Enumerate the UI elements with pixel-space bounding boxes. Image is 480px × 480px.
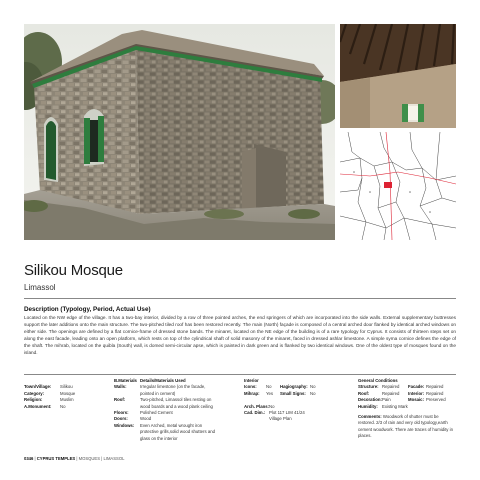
category-value: Mosque: [60, 390, 76, 396]
roof-cond-label: Roof:: [358, 390, 370, 396]
interior-table: [244, 378, 344, 423]
structure-value: Repaired: [382, 384, 400, 390]
category-label: Category:: [24, 390, 45, 396]
divider: [24, 374, 456, 375]
page-footer: [24, 456, 124, 461]
windows-value: Even Arched, metal wrought iron protective grills,solid wood shutters and glass on the interior: [140, 422, 215, 441]
footer-separator: |: [76, 456, 78, 461]
facade-value: Repaired: [426, 384, 444, 390]
cad-dim-value: Plot 117 LIM 41/24 Village Plan: [269, 410, 305, 422]
hagiography-value: No: [310, 384, 316, 390]
interior-cond-value: Repaired: [426, 390, 444, 396]
roof-value: Two-pitched, Limassol tiles resting on wood boards and a wood plank ceiling: [140, 397, 213, 409]
structure-label: Structure:: [358, 384, 379, 390]
page-subtitle: Limassol: [24, 283, 56, 292]
mihrap-label: Mihrap:: [244, 390, 260, 396]
walls-label: Walls:: [114, 384, 127, 390]
humidity-label: Humidity:: [358, 403, 378, 409]
decoration-label: Decoration:: [358, 397, 382, 403]
section-name: MOSQUES: [78, 456, 101, 461]
conditions-table: [358, 378, 456, 440]
description-body: Located on the NW edge of the village. It has a two-bay interior, divided by a row of three pointed arches, the end springers of which are incorporated into the side walls. External supplementary buttresses support the later additions onto the main structure. The two-pitched tiled roof has been restored recently. The main (North) façade is composed of a central arched door flanked by identical arched windows on either side. The openings are defined by a flat cornice-frame of dressed stone bands. The minaret, located on the NE edge of the building is of a rare typology for Cyprus. It consists of thirteen steps set on along the east facade, leading onto an open platform, which rests on top of the cylindrical shaft of solid masonry of the minaret, faced in dressed ashlar limestone. A simple syma cornice defines the edge of the shaft. The mihrab, located on the quibla (South) wall, is domed semi-circular apse, which is painted in dark green and is flanked by two identical windows. One of the oldest type of mosques found on the island.: [24, 315, 456, 356]
comments-value: Woodwork of shutter must be restored. 2/3 of rain and very old typology,earth cement woodwork. There are traces of humidity in places.: [358, 414, 453, 439]
decoration-value: Pain: [382, 397, 391, 403]
doors-value: Wood: [140, 416, 152, 422]
roof-cond-value: Repaired: [382, 390, 400, 396]
district-name: LIMASSOL: [103, 456, 125, 461]
religion-value: Muslim: [60, 397, 74, 403]
page-number: 0346: [24, 456, 34, 461]
materials-table: [114, 378, 234, 442]
doors-label: Doors:: [114, 416, 128, 422]
interior-heading: Interior: [244, 378, 259, 383]
mihrap-value: Yes: [266, 390, 274, 396]
divider: [24, 298, 456, 299]
floors-label: Floors:: [114, 410, 129, 416]
interior-cond-label: Interior:: [408, 390, 425, 396]
page-title: Silikou Mosque: [24, 262, 123, 279]
monument-value: No: [60, 403, 66, 409]
mosque-exterior-photo: [24, 24, 335, 240]
small-signs-label: Small Signs:: [280, 390, 306, 396]
mosaic-value: Preserved: [426, 397, 446, 403]
footer-separator: |: [34, 456, 36, 461]
monument-label: A.Monument:: [24, 403, 52, 409]
arch-plans-label: Arch. Plans:: [244, 403, 270, 409]
roof-label: Roof:: [114, 397, 126, 403]
floors-value: Polished Cement: [140, 410, 173, 416]
hagiography-label: Hagiography:: [280, 384, 308, 390]
icons-label: Icons:: [244, 384, 257, 390]
icons-value: No: [266, 384, 272, 390]
info-table: [24, 378, 108, 410]
town-label: Town/Village:: [24, 384, 52, 390]
description-heading: Description (Typology, Period, Actual Use): [24, 306, 151, 313]
walls-value: Irregular limestone (on the facade, pointed in cement): [140, 384, 206, 396]
facade-label: Facade:: [408, 384, 425, 390]
mosque-interior-photo: [340, 24, 456, 128]
details-heading: Details/Materials Used: [140, 378, 186, 383]
cad-dim-label: Cad. Dim.:: [244, 410, 266, 416]
comments-label: Comments:: [358, 414, 382, 420]
footer-separator: |: [101, 456, 103, 461]
cadastral-map: [340, 132, 456, 240]
small-signs-value: No: [310, 390, 316, 396]
windows-label: Windows:: [114, 422, 135, 428]
arch-plans-value: No: [269, 403, 275, 409]
mosaic-label: Mosaic:: [408, 397, 424, 403]
book-title: CYPRUS TEMPLES: [36, 456, 76, 461]
humidity-value: Existing Mark: [382, 403, 408, 409]
town-value: Silikou: [60, 384, 73, 390]
materials-heading: B.Materials: [114, 378, 137, 383]
religion-label: Religion:: [24, 397, 43, 403]
conditions-heading: General Conditions: [358, 378, 398, 383]
